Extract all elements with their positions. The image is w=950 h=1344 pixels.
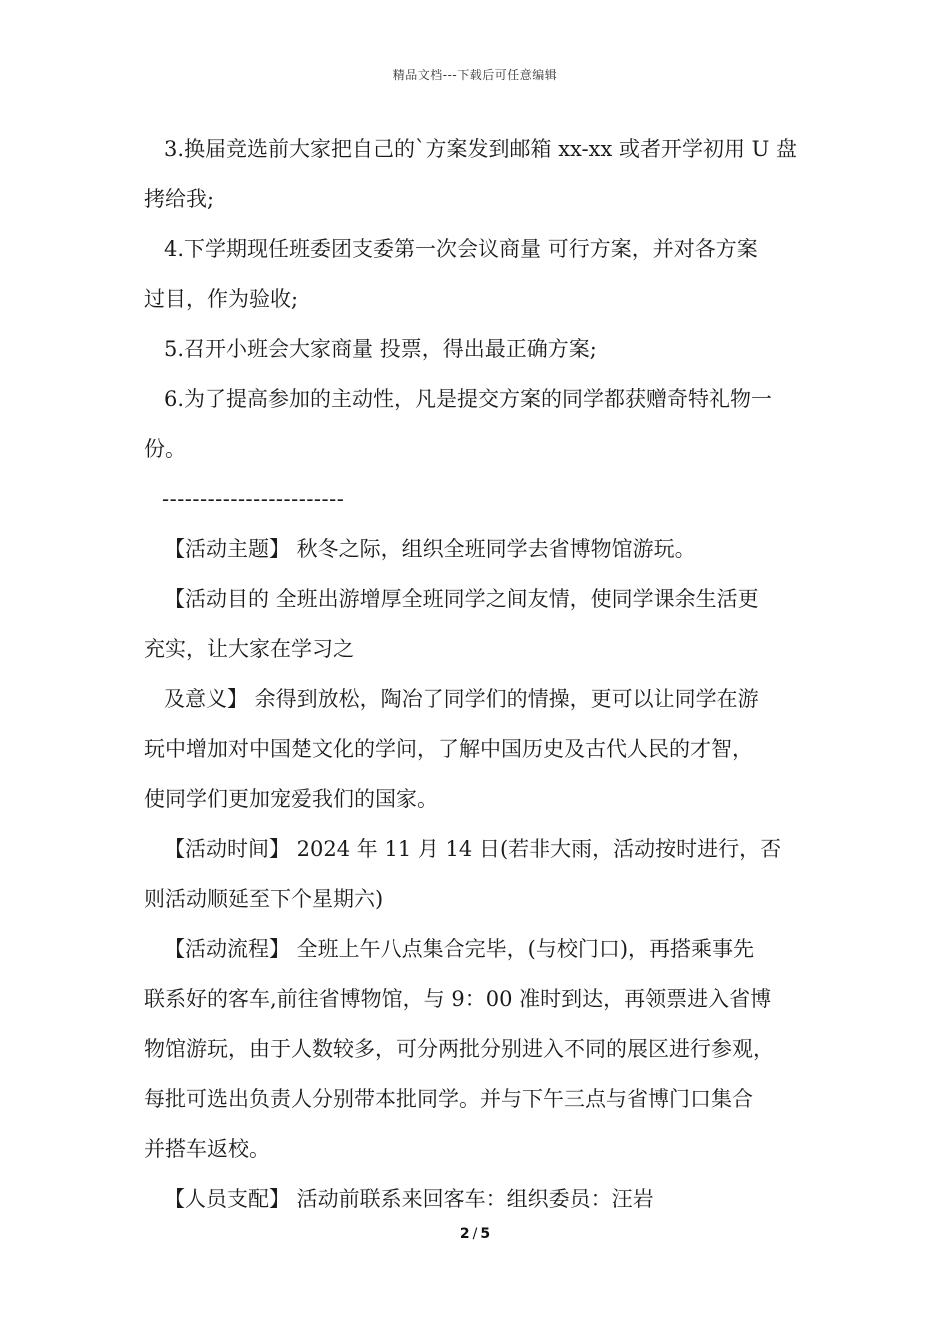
text-line: 使同学们更加宠爱我们的国家。 [144, 787, 438, 811]
text-line: 则活动顺延至下个星期六) [144, 887, 384, 911]
text-line: 物馆游玩，由于人数较多，可分两批分别进入不同的展区进行参观， [144, 1037, 774, 1061]
document-body [144, 124, 809, 1224]
text-line: 4.下学期现任班委团支委第一次会议商量 可行方案，并对各方案 [164, 237, 758, 261]
text-line: 份。 [144, 437, 186, 461]
text-line: 过目，作为验收; [144, 287, 299, 311]
page-header: 精品文档---下载后可任意编辑 [392, 68, 558, 82]
separator-line: ------------------------ [162, 487, 345, 511]
text-line: 并搭车返校。 [144, 1137, 270, 1161]
page-separator: / [472, 1226, 478, 1242]
text-line: 联系好的客车,前往省博物馆，与 9：00 准时到达，再领票进入省博 [144, 987, 772, 1011]
page-total: 5 [480, 1226, 491, 1242]
text-line: 【活动时间】 2024 年 11 月 14 日(若非大雨，活动按时进行，否 [164, 837, 782, 861]
page-number [0, 1226, 950, 1242]
text-line: 充实，让大家在学习之 [144, 637, 354, 661]
text-line: 玩中增加对中国楚文化的学问，了解中国历史及古代人民的才智， [144, 737, 753, 761]
text-line: 【活动流程】 全班上午八点集合完毕，(与校门口)，再搭乘事先 [164, 937, 755, 961]
text-line: 及意义】 余得到放松，陶冶了同学们的情操，更可以让同学在游 [164, 687, 759, 711]
text-line: 拷给我; [144, 187, 215, 211]
text-line: 5.召开小班会大家商量 投票，得出最正确方案; [164, 337, 597, 361]
page-current: 2 [459, 1226, 470, 1242]
text-line: 3.换届竞选前大家把自己的`方案发到邮箱 xx-xx 或者开学初用 U 盘 [164, 137, 798, 161]
text-line: 【活动目的 全班出游增厚全班同学之间友情，使同学课余生活更 [164, 587, 759, 611]
text-line: 6.为了提高参加的主动性，凡是提交方案的同学都获赠奇特礼物一 [164, 387, 773, 411]
text-line: 每批可选出负责人分别带本批同学。并与下午三点与省博门口集合 [144, 1087, 753, 1111]
text-line: 【活动主题】 秋冬之际，组织全班同学去省博物馆游玩。 [164, 537, 696, 561]
text-line: 【人员支配】 活动前联系来回客车：组织委员：汪岩 [164, 1187, 654, 1211]
